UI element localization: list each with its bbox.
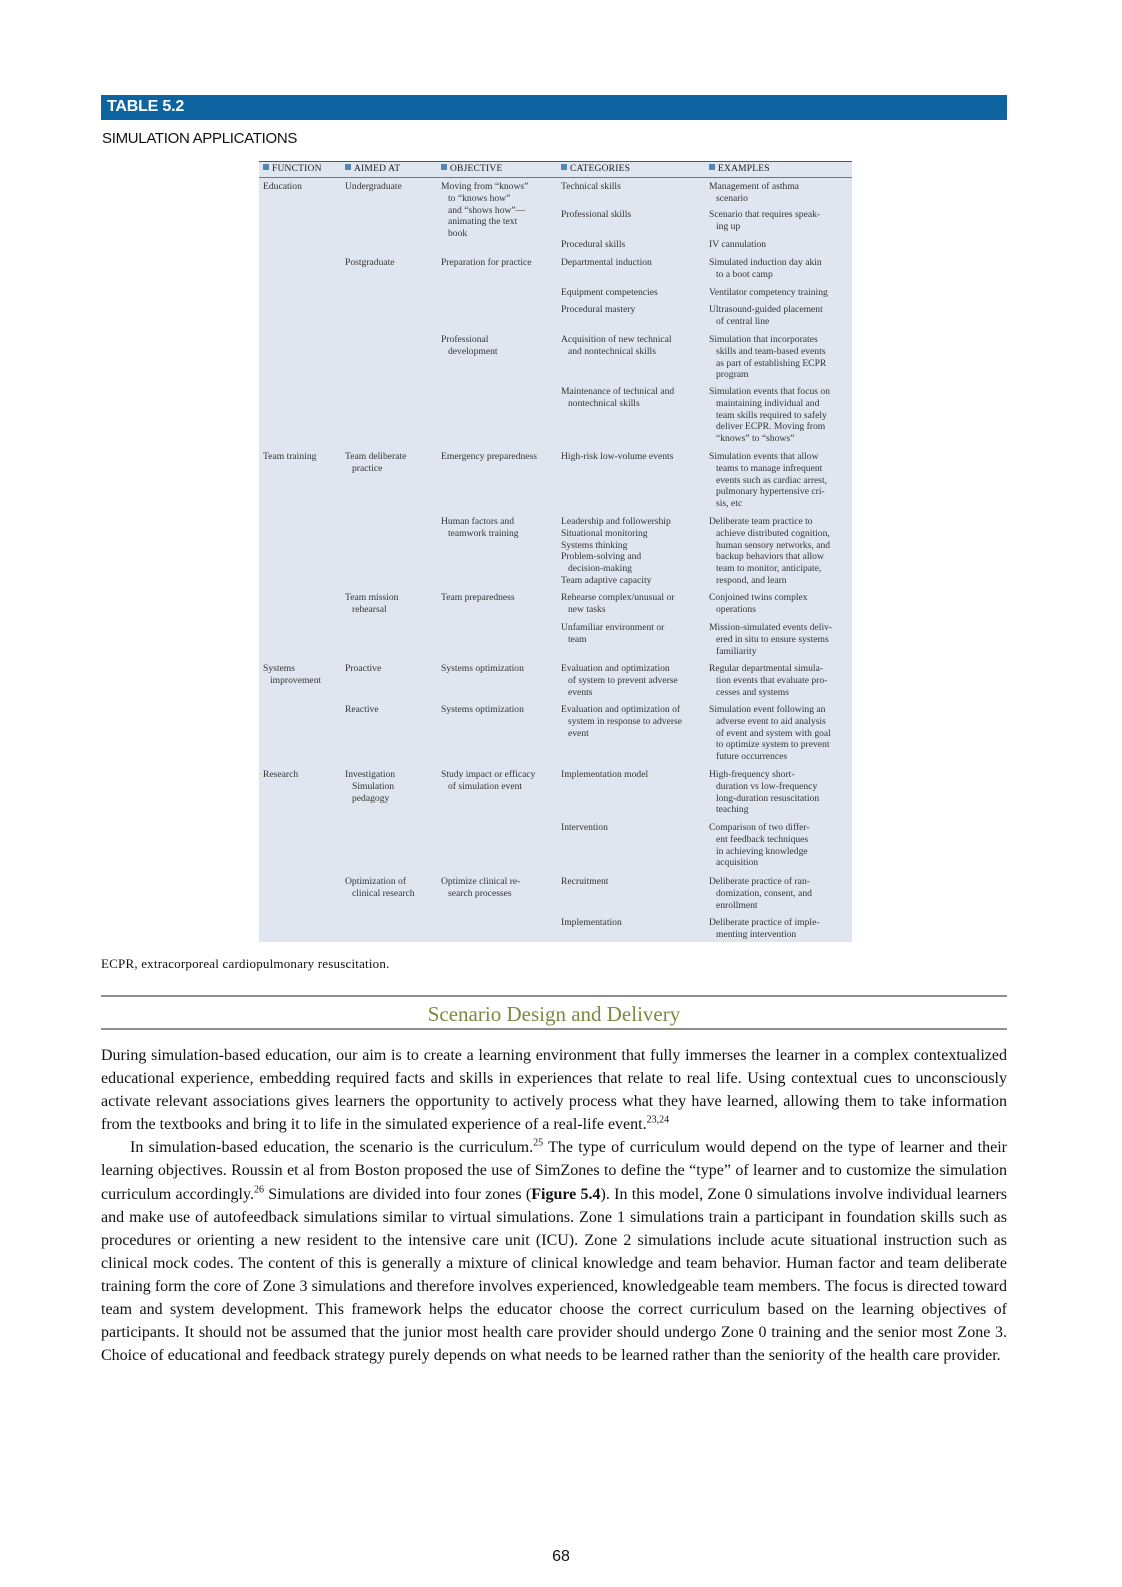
example-cell: Deliberate practice of imple- menting intervention bbox=[709, 917, 820, 940]
example-cell: High-frequency short- duration vs low-frequency long-duration resuscitation teaching bbox=[709, 769, 820, 816]
objective-cell: Human factors and teamwork training bbox=[441, 516, 519, 539]
objective-cell: Systems optimization bbox=[441, 704, 524, 715]
simulation-applications-table bbox=[259, 161, 852, 942]
example-cell: Deliberate team practice to achieve distributed cognition, human sensory networks, and backup behaviors that allow team to monitor, anticipate, respond, and learn bbox=[709, 516, 831, 586]
objective-cell: Study impact or efficacy of simulation event bbox=[441, 769, 536, 792]
body-text bbox=[101, 1044, 1007, 1367]
square-bullet-icon bbox=[441, 164, 447, 170]
square-bullet-icon bbox=[345, 164, 351, 170]
table-title: SIMULATION APPLICATIONS bbox=[102, 130, 298, 147]
category-cell: Evaluation and optimization of system in response to adverse event bbox=[561, 704, 683, 739]
category-cell: Evaluation and optimization of system to prevent adverse events bbox=[561, 663, 678, 698]
category-cell: Leadership and followership Situational monitoring Systems thinking Problem-solving and decision-making Team adaptive capacity bbox=[561, 516, 671, 586]
example-cell: Deliberate practice of ran- domization, consent, and enrollment bbox=[709, 876, 812, 911]
aimed-at-cell: Postgraduate bbox=[345, 257, 395, 268]
column-header-aimed-at: AIMED AT bbox=[345, 164, 400, 174]
category-cell: Professional skills bbox=[561, 209, 632, 220]
paragraph-2: In simulation-based education, the scenario is the curriculum.$^{25}$ The type of curriculum would depend on the type of learner and their learning objectives. Roussin et al from Boston proposed the use of SimZones to define the “type” of learner and to customize the simulation curriculum accordingly.$^{26}$ Simulations are divided into four zones (Figure 5.4). In this model, Zone 0 simulations involve individual learners and make use of autofeedback simulations similar to virtual simulations. Zone 1 simulations train a participant in foundation skills such as procedures or orienting a new resident to the intensive care unit (ICU). Zone 2 simulations include acute situational instruction such as clinical mock codes. The content of this is generally a mixture of clinical knowledge and team behavior. Human factor and team deliberate training form the core of Zone 3 simulations and therefore involves experienced, knowledgeable team members. The focus is directed toward team and system development. This framework helps the educator choose the correct curriculum based on the learning objectives of participants. It should not be assumed that the junior most health care provider should undergo Zone 0 training and the senior most Zone 3. Choice of educational and feedback strategy purely depends on what needs to be learned rather than the seniority of the health care provider. bbox=[101, 1138, 1007, 1365]
table-label: TABLE 5.2 bbox=[107, 98, 185, 115]
example-cell: Mission-simulated events deliv- ered in situ to ensure systems familiarity bbox=[709, 622, 833, 657]
category-cell: Procedural mastery bbox=[561, 304, 636, 315]
category-cell: Recruitment bbox=[561, 876, 609, 887]
category-cell: Maintenance of technical and nontechnical skills bbox=[561, 386, 675, 409]
aimed-at-cell: Undergraduate bbox=[345, 181, 402, 192]
category-cell: High-risk low-volume events bbox=[561, 451, 674, 462]
category-cell: Rehearse complex/unusual or new tasks bbox=[561, 592, 675, 615]
aimed-at-cell: Team deliberate practice bbox=[345, 451, 407, 474]
paragraph-1: During simulation-based education, our aim is to create a learning environment that fully immerses the learner in a complex contextualized educational experience, embedding required facts and skills in experiences that relate to real life. Using contextual cues to unconsciously activate relevant associations gives learners the opportunity to actively process what they have learned, allowing them to take information from the textbooks and bring it to life in the simulated experience of a real-life event.$^{23,24}$ bbox=[101, 1047, 1007, 1134]
objective-cell: Professional development bbox=[441, 334, 498, 357]
function-cell: Education bbox=[263, 181, 302, 192]
objective-cell: Moving from “knows” to “knows how” and “shows how”— animating the text book bbox=[441, 181, 529, 240]
section-rule-top bbox=[101, 995, 1007, 997]
citation: 23,24 bbox=[646, 1114, 670, 1126]
example-cell: Simulation events that focus on maintaining individual and team skills required to safely deliver ECPR. Moving from “knows” to “shows” bbox=[709, 386, 830, 445]
square-bullet-icon bbox=[263, 164, 269, 170]
example-cell: Scenario that requires speak- ing up bbox=[709, 209, 821, 232]
objective-cell: Emergency preparedness bbox=[441, 451, 537, 462]
example-cell: IV cannulation bbox=[709, 239, 767, 250]
objective-cell: Optimize clinical re- search processes bbox=[441, 876, 521, 899]
example-cell: Ventilator competency training bbox=[709, 287, 828, 298]
objective-cell: Team preparedness bbox=[441, 592, 515, 603]
citation: 25 bbox=[533, 1138, 544, 1150]
column-header-examples: EXAMPLES bbox=[709, 164, 770, 174]
example-cell: Simulation event following an adverse event to aid analysis of event and system with goal to optimize system to prevent future occurrences bbox=[709, 704, 831, 763]
category-cell: Departmental induction bbox=[561, 257, 652, 268]
square-bullet-icon bbox=[561, 164, 567, 170]
example-cell: Management of asthma scenario bbox=[709, 181, 800, 204]
figure-reference: Figure 5.4 bbox=[531, 1185, 601, 1203]
category-cell: Equipment competencies bbox=[561, 287, 658, 298]
category-cell: Intervention bbox=[561, 822, 608, 833]
category-cell: Implementation model bbox=[561, 769, 649, 780]
example-cell: Simulation events that allow teams to manage infrequent events such as cardiac arrest, pulmonary hypertensive cri- sis, etc bbox=[709, 451, 828, 510]
column-header-categories: CATEGORIES bbox=[561, 164, 630, 174]
category-cell: Unfamiliar environment or team bbox=[561, 622, 665, 645]
example-cell: Comparison of two differ- ent feedback techniques in achieving knowledge acquisition bbox=[709, 822, 810, 869]
citation: 26 bbox=[253, 1184, 264, 1196]
table-header-row bbox=[259, 161, 852, 178]
page-number: 68 bbox=[552, 1548, 570, 1565]
example-cell: Simulated induction day akin to a boot camp bbox=[709, 257, 822, 280]
column-header-function: FUNCTION bbox=[263, 164, 322, 174]
objective-cell: Preparation for practice bbox=[441, 257, 532, 268]
column-header-objective: OBJECTIVE bbox=[441, 164, 502, 174]
aimed-at-cell: Investigation Simulation pedagogy bbox=[345, 769, 396, 804]
objective-cell: Systems optimization bbox=[441, 663, 524, 674]
function-cell: Team training bbox=[263, 451, 317, 462]
table-footnote: ECPR, extracorporeal cardiopulmonary resuscitation. bbox=[101, 956, 390, 971]
aimed-at-cell: Optimization of clinical research bbox=[345, 876, 415, 899]
category-cell: Technical skills bbox=[561, 181, 621, 192]
table-label-banner bbox=[101, 95, 1007, 120]
category-cell: Implementation bbox=[561, 917, 622, 928]
aimed-at-cell: Reactive bbox=[345, 704, 379, 715]
function-cell: Systems improvement bbox=[263, 663, 322, 686]
example-cell: Ultrasound-guided placement of central line bbox=[709, 304, 823, 327]
aimed-at-cell: Team mission rehearsal bbox=[345, 592, 399, 615]
category-cell: Acquisition of new technical and nontechnical skills bbox=[561, 334, 672, 357]
example-cell: Regular departmental simula- tion events that evaluate pro- cesses and systems bbox=[709, 663, 828, 698]
function-cell: Research bbox=[263, 769, 299, 780]
example-cell: Conjoined twins complex operations bbox=[709, 592, 808, 615]
example-cell: Simulation that incorporates skills and team-based events as part of establishing ECPR program bbox=[709, 334, 827, 381]
section-heading: Scenario Design and Delivery bbox=[427, 1002, 681, 1026]
square-bullet-icon bbox=[709, 164, 715, 170]
category-cell: Procedural skills bbox=[561, 239, 626, 250]
aimed-at-cell: Proactive bbox=[345, 663, 382, 674]
section-rule-bottom bbox=[101, 1028, 1007, 1030]
